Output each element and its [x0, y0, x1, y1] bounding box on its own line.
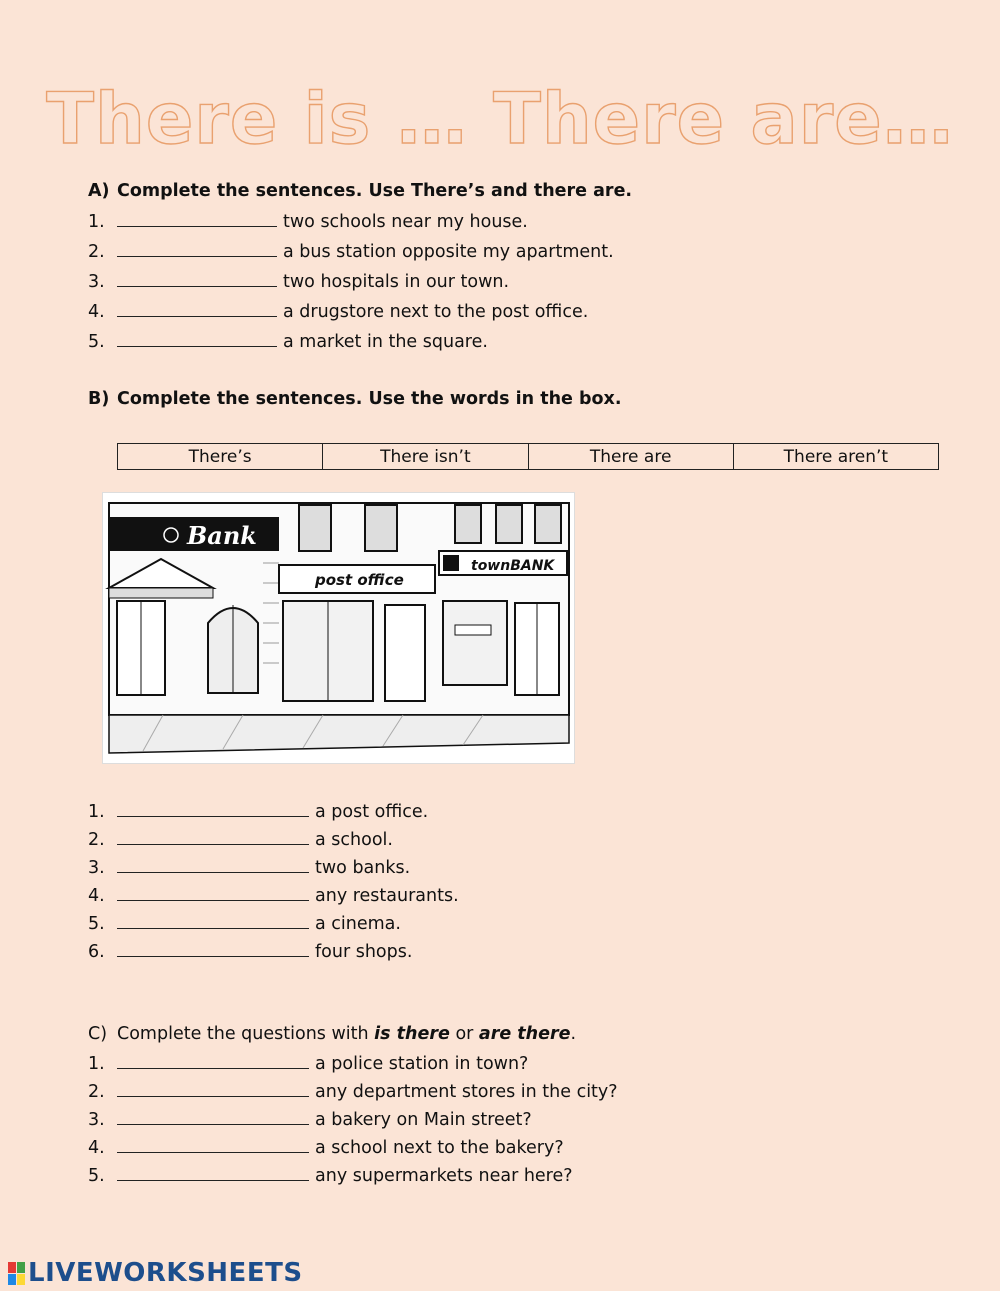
section-c-heading: C) Complete the questions with is there or are there.: [88, 1024, 577, 1044]
answer-blank[interactable]: [117, 1135, 309, 1153]
section-b-instruction: Complete the sentences. Use the words in the box.: [117, 389, 622, 409]
section-a-instruction: Complete the sentences. Use There’s and there are.: [117, 181, 633, 201]
section-a-heading: [88, 181, 632, 201]
list-item: 5. a market in the square.: [88, 327, 614, 357]
answer-blank[interactable]: [117, 1163, 309, 1181]
logo-grid-icon: [8, 1262, 25, 1285]
list-item: 4. any restaurants.: [88, 882, 459, 910]
answer-blank[interactable]: [117, 939, 309, 957]
answer-blank[interactable]: [117, 883, 309, 901]
answer-blank[interactable]: [117, 911, 309, 929]
answer-blank[interactable]: [117, 209, 277, 227]
list-item: 3. two hospitals in our town.: [88, 267, 614, 297]
section-b-heading: [88, 389, 622, 409]
list-item: 4. a drugstore next to the post office.: [88, 297, 614, 327]
answer-blank[interactable]: [117, 1107, 309, 1125]
answer-blank[interactable]: [117, 329, 277, 347]
word-box-cell: There aren’t: [733, 444, 938, 470]
logo-text: LIVEWORKSHEETS: [28, 1258, 303, 1288]
answer-blank[interactable]: [117, 1051, 309, 1069]
section-a-label: A): [88, 181, 110, 201]
post-office-sign: post office: [315, 571, 404, 589]
street-illustration: [102, 492, 575, 764]
list-item: 1. a post office.: [88, 798, 459, 826]
section-c-list: [88, 1050, 618, 1190]
option-is-there: is there: [374, 1024, 450, 1044]
word-box-cell: There isn’t: [323, 444, 528, 470]
word-box: [117, 443, 939, 470]
town-bank-sign: townBANK: [471, 558, 555, 574]
section-c-label: C): [88, 1024, 108, 1044]
list-item: 5. a cinema.: [88, 910, 459, 938]
answer-blank[interactable]: [117, 1079, 309, 1097]
list-item: 2. any department stores in the city?: [88, 1078, 618, 1106]
list-item: 1. two schools near my house.: [88, 207, 614, 237]
bank-sign: Bank: [187, 521, 257, 550]
answer-blank[interactable]: [117, 299, 277, 317]
word-box-cell: There are: [528, 444, 733, 470]
list-item: 3. two banks.: [88, 854, 459, 882]
answer-blank[interactable]: [117, 269, 277, 287]
list-item: 6. four shops.: [88, 938, 459, 966]
answer-blank[interactable]: [117, 855, 309, 873]
section-a-list: [88, 207, 614, 357]
list-item: 2. a school.: [88, 826, 459, 854]
answer-blank[interactable]: [117, 239, 277, 257]
list-item: 3. a bakery on Main street?: [88, 1106, 618, 1134]
answer-blank[interactable]: [117, 799, 309, 817]
answer-blank[interactable]: [117, 827, 309, 845]
list-item: 4. a school next to the bakery?: [88, 1134, 618, 1162]
option-are-there: are there: [478, 1024, 571, 1044]
section-b-list: [88, 798, 459, 966]
list-item: 2. a bus station opposite my apartment.: [88, 237, 614, 267]
word-box-cell: There’s: [118, 444, 323, 470]
liveworksheets-logo[interactable]: [8, 1258, 303, 1288]
section-b-label: B): [88, 389, 110, 409]
list-item: 1. a police station in town?: [88, 1050, 618, 1078]
worksheet-title: There is … There are…: [46, 78, 954, 160]
list-item: 5. any supermarkets near here?: [88, 1162, 618, 1190]
